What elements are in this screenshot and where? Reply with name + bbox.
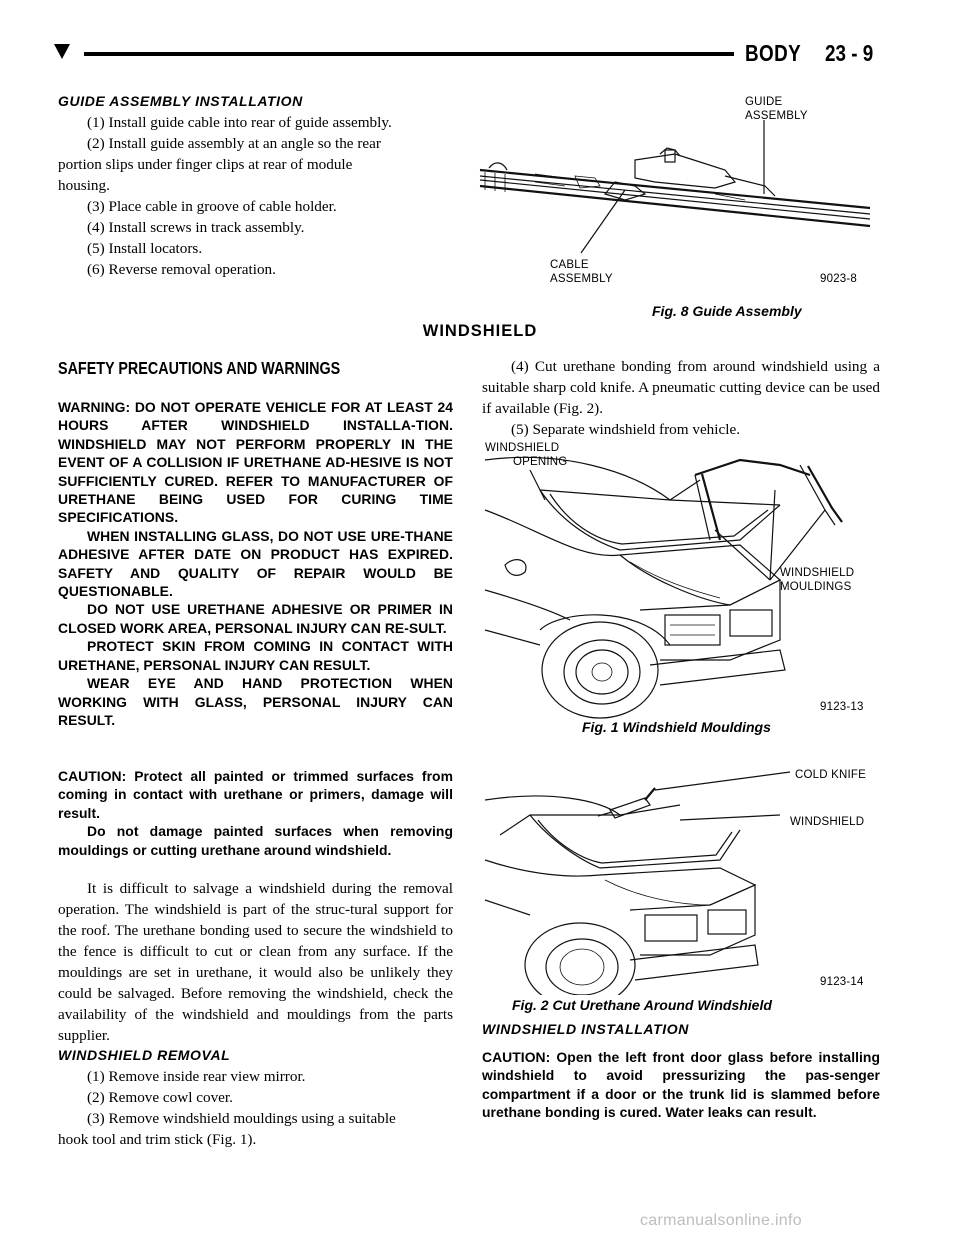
removal-step-5: (5) Separate windshield from vehicle.	[511, 421, 740, 438]
fig2-code: 9123-14	[820, 976, 864, 988]
removal-steps	[58, 1066, 453, 1150]
safety-cautions	[58, 767, 453, 859]
header-section-title: BODY	[745, 40, 802, 66]
removal-step-3-cont: hook tool and trim stick (Fig. 1).	[58, 1131, 257, 1148]
fig2-label-cold-knife: COLD KNIFE	[795, 769, 867, 781]
guide-step-3: (3) Place cable in groove of cable holder.	[87, 198, 337, 215]
guide-step-1: (1) Install guide cable into rear of guide assembly.	[87, 114, 392, 131]
fig8-label-guide-assembly	[745, 95, 808, 123]
guide-installation-steps	[58, 112, 453, 280]
guide-step-4: (4) Install screws in track assembly.	[87, 219, 305, 236]
installation-caution	[482, 1048, 880, 1122]
fig8-label-assembly: ASSEMBLY	[745, 110, 808, 122]
salvage-text: It is difficult to salvage a windshield during the removal operation. The windshield is part of the struc-tural support for the roof. The urethane bonding used to secure the windshield to the fence is difficult to cut or clean from any surface. If the mouldings are set in urethane, it would also be unlikely they could be salvaged. Before removing the windshield, check the availability of the windshield and mouldings from the parts supplier.	[58, 880, 453, 1044]
fig1-label-windshield: WINDSHIELD	[485, 442, 560, 454]
installation-heading: WINDSHIELD INSTALLATION	[482, 1021, 689, 1037]
guide-step-2-cont: portion slips under finger clips at rear of module	[58, 156, 353, 173]
installation-caution-text: CAUTION: Open the left front door glass before installing windshield to avoid pressurizing the pas-senger compartment if a door or the trunk lid is slammed before urethane bonding is cured. Water leaks can result.	[482, 1049, 880, 1121]
header-rule	[84, 52, 734, 56]
warning-text-3: DO NOT USE URETHANE ADHESIVE OR PRIMER IN CLOSED WORK AREA, PERSONAL INJURY CAN RE-SULT.	[58, 601, 453, 636]
footer-watermark: carmanualsonline.info	[640, 1212, 802, 1229]
safety-warnings	[58, 398, 453, 729]
fig8-label-guide: GUIDE	[745, 96, 783, 108]
guide-step-2-end: housing.	[58, 177, 110, 194]
removal-step-2: (2) Remove cowl cover.	[87, 1089, 233, 1106]
warning-text-1: WARNING: DO NOT OPERATE VEHICLE FOR AT LEAST 24 HOURS AFTER WINDSHIELD INSTALLA-TION. WINDSHIELD MAY NOT PERFORM PROPERLY IN THE EVENT OF A COLLISION IF URETHANE AD-HESIVE IS NOT SUFFICIENTLY CURED. REFER TO MANUFACTURER OF URETHANE BEING USED FOR CURING TIME SPECIFICATIONS.	[58, 399, 453, 526]
fig1-label-mouldings-2: MOULDINGS	[780, 581, 852, 593]
guide-step-5: (5) Install locators.	[87, 240, 203, 257]
removal-step-4: (4) Cut urethane bonding from around windshield using a suitable sharp cold knife. A pneumatic cutting device can be used if available (Fig. 2).	[482, 358, 880, 417]
fig1-label-opening-2: OPENING	[513, 456, 568, 468]
salvage-paragraph	[58, 878, 453, 1046]
caution-text-2: Do not damage painted surfaces when removing mouldings or cutting urethane around windshield.	[58, 823, 453, 858]
warning-text-4: PROTECT SKIN FROM COMING IN CONTACT WITH URETHANE, PERSONAL INJURY CAN RESULT.	[58, 638, 453, 673]
fig2-illustration	[480, 760, 890, 995]
guide-installation-heading: GUIDE ASSEMBLY INSTALLATION	[58, 93, 303, 109]
warning-text-2: WHEN INSTALLING GLASS, DO NOT USE URE-THANE ADHESIVE AFTER DATE ON PRODUCT HAS EXPIRED. SAFETY AND QUALITY OF REPAIR WOULD BE QUESTIONABLE.	[58, 527, 453, 600]
removal-step-3: (3) Remove windshield mouldings using a suitable	[87, 1110, 396, 1127]
header-triangle-icon	[54, 44, 70, 64]
fig2-caption: Fig. 2 Cut Urethane Around Windshield	[512, 997, 772, 1013]
fig1-caption: Fig. 1 Windshield Mouldings	[582, 719, 771, 735]
safety-heading: SAFETY PRECAUTIONS AND WARNINGS	[58, 358, 341, 378]
fig1-label-mouldings	[780, 566, 854, 594]
fig8-label-cable-assembly-2: ASSEMBLY	[550, 273, 613, 285]
fig8-code: 9023-8	[820, 273, 858, 285]
fig1-label-windshield-2: WINDSHIELD	[780, 567, 855, 579]
fig1-label-opening	[485, 441, 567, 469]
section-title: WINDSHIELD	[422, 322, 538, 340]
fig1-code: 9123-13	[820, 701, 864, 713]
removal-heading: WINDSHIELD REMOVAL	[58, 1047, 231, 1063]
removal-steps-col2	[482, 356, 880, 440]
guide-step-6: (6) Reverse removal operation.	[87, 261, 276, 278]
caution-text-1: CAUTION: Protect all painted or trimmed surfaces from coming in contact with urethane or primers, damage will result.	[58, 768, 453, 821]
fig8-label-cable-assembly	[550, 258, 613, 286]
warning-text-5: WEAR EYE AND HAND PROTECTION WHEN WORKING WITH GLASS, PERSONAL INJURY CAN RESULT.	[58, 675, 453, 728]
header-page-number: 23 - 9	[825, 40, 874, 66]
fig8-label-cable: CABLE	[550, 259, 589, 271]
guide-step-2: (2) Install guide assembly at an angle so the rear	[87, 135, 381, 152]
removal-step-1: (1) Remove inside rear view mirror.	[87, 1068, 306, 1085]
fig8-caption: Fig. 8 Guide Assembly	[652, 303, 802, 319]
fig2-label-windshield: WINDSHIELD	[790, 816, 865, 828]
